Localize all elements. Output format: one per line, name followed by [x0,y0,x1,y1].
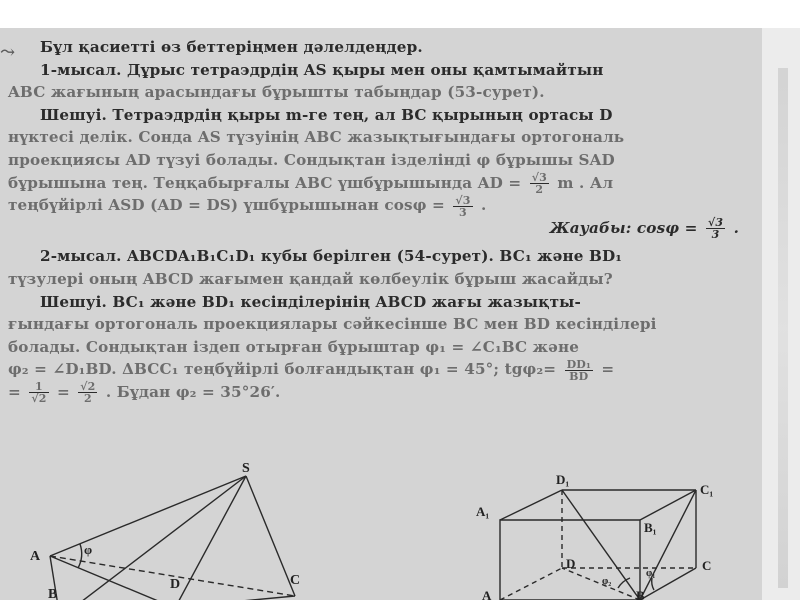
example2-line-6: φ₂ = ∠D₁BD. ΔBCC₁ теңбүйірлі болғандықтан φ₁ = 45°; tgφ₂= $\frac{\text{DD₁}}{BD}$ = [8,357,615,383]
tetrahedron-figure [20,428,350,600]
textbook-page [0,28,762,600]
edge-AD-hidden [500,568,562,600]
label-B1: B₁ [644,520,657,535]
scanned-page [0,28,800,600]
label-phi1: φ₁ [646,568,656,579]
example1-line-3: Шешуі. Тетраэдрдің қыры m-ге тең, ал BC қырының ортасы D [40,105,613,124]
edge-BC [60,596,295,600]
label-D: D [566,556,576,571]
example1-answer: Жауабы: cosφ = $\frac{√3}{3}$ . [549,216,739,242]
label-C: C [290,573,301,588]
fraction-ad: $\frac{√3}{2}$ [531,171,547,197]
example2-line-3: Шешуі. BC₁ және BD₁ кесінділерінің ABCD жағы жазықты- [40,292,582,311]
label-B: B [48,587,58,600]
edge-SC [246,476,295,596]
figures-area [0,428,762,600]
label-D1: D₁ [556,472,570,487]
example1-line-5: проекциясы AD түзуі болады. Сондықтан ізделінді φ бұрышы SAD [8,150,615,169]
edge-A1D1 [500,490,562,520]
edge-SB [60,476,246,600]
intro-line: Бұл қасиетті өз беттеріңмен дәлелдеңдер. [40,38,423,56]
fraction-cos: $\frac{√3}{3}$ [455,193,471,219]
example1-line-4: нүктесі делік. Сонда AS түзуінің ABC жазықтығындағы ортогональ [8,128,625,147]
example2-line-1: 2-мысал. ABCDA₁B₁C₁D₁ кубы берілген (54-сурет). BC₁ және BD₁ [40,247,623,266]
label-C: C [702,558,712,573]
example2-line-7: = $\frac{1}{√2}$ = $\frac{√2}{2}$ . Бұдан φ₂ = 35°26′. [8,380,281,406]
example2-line-2: түзулері оның ABCD жағымен қандай көлбеулік бұрыш жасайды? [8,269,613,288]
edge-SA [50,476,246,556]
binding-shadow [778,68,788,588]
label-phi: φ [84,542,93,557]
fraction-tg: $\frac{\text{DD₁}}{BD}$ [566,357,591,383]
fraction-answer: $\frac{√3}{3}$ [707,216,724,242]
example2-line-5: болады. Сондықтан іздеп отырған бұрыштар φ₁ = ∠C₁BC және [8,337,580,356]
label-A1: A₁ [476,504,490,519]
page-edge [762,28,800,600]
fraction-one-over-root2: $\frac{1}{√2}$ [31,380,47,406]
edge-SD [175,476,246,600]
label-A: A [30,549,41,564]
example2-line-4: ғындағы ортогональ проекциялары сәйкесінше BC мен BD кесінділері [8,315,657,334]
label-phi2: φ₂ [602,576,612,587]
label-S: S [242,461,250,476]
example1-line-2: ABC жағының арасындағы бұрышты табыңдар (53-сурет). [8,83,545,102]
example1-line-7: теңбүйірлі ASD (AD = DS) үшбұрышынан cosφ = $\frac{√3}{3}$ . [8,193,487,219]
fraction-root2-over-2: $\frac{√2}{2}$ [80,380,96,406]
angle-arc-phi1 [652,578,654,590]
label-A: A [482,588,492,600]
cube-figure [470,428,730,600]
angle-arc [78,544,82,568]
label-D: D [170,577,181,592]
text-block [8,36,753,404]
example1-line-1: 1-мысал. Дұрыс тетраэдрдің AS қыры мен оны қамтымайтын [40,60,604,79]
example1-line-6: бұрышына тең. Теңқабырғалы ABC үшбұрышында AD = $\frac{√3}{2}$ m . Ал [8,171,614,197]
diag-BD1 [562,490,640,600]
margin-mark: ⤳ [0,42,16,63]
label-C1: C₁ [700,482,714,497]
label-B: B [636,588,645,600]
